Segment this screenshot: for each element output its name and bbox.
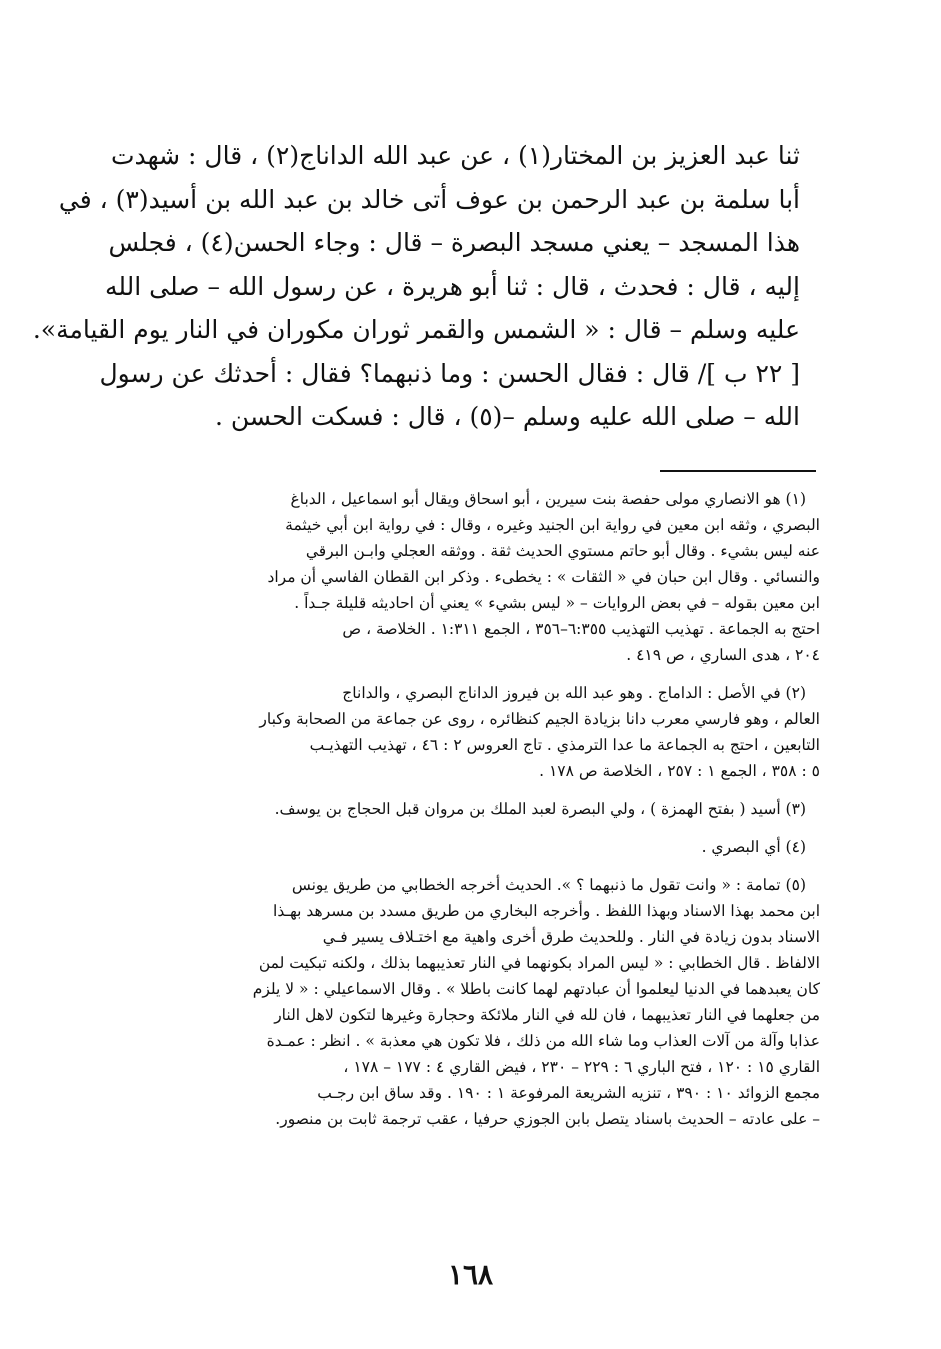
footnote-2	[66, 680, 820, 784]
footnote-line: ابن معين بقوله – في بعض الروايات – « ليس بشيء » يعني أن احاديثه قليلة جـداً .	[294, 594, 820, 612]
footnote-line: ابن محمد بهذا الاسناد وبهذا اللفظ . وأخرجه البخاري من طريق مسدد بن مسرهد بهـذا	[273, 902, 820, 920]
footnote-line: احتج به الجماعة . تهذيب التهذيب ٦:٣٥٥–٣٥٦ ، الجمع ١:٣١١ . الخلاصة ، ص	[342, 620, 820, 638]
footnote-line: (٥) تمامة : « وانت تقول ما ذنبهما ؟ ». الحديث أخرجه الخطابي من طريق يونس	[291, 876, 806, 894]
footnote-line: والنسائي . وقال ابن حبان في « الثقات » : يخطىء . وذكر ابن القطان الفاسي أن مراد	[267, 568, 820, 586]
footnote-line: ٢٠٤ ، هدى الساري ، ص ٤١٩ .	[626, 646, 820, 664]
footnote-line: الالفاظ . قال الخطابي : « ليس المراد بكونهما في النار تعذيبهما بذلك ، ولكنه تبكيت لمن	[258, 954, 820, 972]
footnote-line: القاري ١٥ : ١٢٠ ، فتح الباري ٦ : ٢٢٩ – ٢٣٠ ، فيض القاري ٤ : ١٧٧ – ١٧٨ ،	[343, 1058, 820, 1076]
main-text-line: أبا سلمة بن عبد الرحمن بن عوف أتى خالد بن عبد الله بن أسيد(٣) ، في	[58, 184, 800, 214]
footnote-line: البصري ، وثقه ابن معين في رواية ابن الجنيد وغيره ، وقال : في رواية ابن أبي خيثمة	[285, 516, 820, 534]
footnotes-block	[66, 486, 820, 1144]
main-text-line: إليه ، قال : فحدث ، قال : ثنا أبو هريرة ، عن رسول الله – صلى الله	[104, 271, 800, 301]
footnote-line: ٥ : ٣٥٨ ، الجمع ١ : ٢٥٧ ، الخلاصة ص ١٧٨ .	[539, 762, 820, 780]
footnote-line: عنه ليس بشيء . وقال أبو حاتم مستوي الحديث ثقة . ووثقه العجلي وابـن البرقي	[305, 542, 820, 560]
footnote-line: مجمع الزوائد ١٠ : ٣٩٠ ، تنزيه الشريعة المرفوعة ١ : ١٩٠ . وقد ساق ابن رجـب	[317, 1084, 820, 1102]
footnote-line: عذابا وآلة من آلات العذاب وما شاء الله من ذلك ، فلا تكون هي معذبة » . انظر : عمـدة	[266, 1032, 820, 1050]
main-text-line: ثنا عبد العزيز بن المختار(١) ، عن عبد الله الداناج(٢) ، قال : شهدت	[110, 141, 800, 170]
footnote-line: كان يعبدهما في الدنيا ليعلموا أن عبادتهم لهما كانت باطلا » . وقال الاسماعيلي : « لا يلزم	[252, 980, 820, 998]
footnote-line: (١) هو الانصاري مولى حفصة بنت سيرين ، أبو اسحاق ويقال أبو اسماعيل ، الدباغ	[290, 490, 806, 508]
main-text-line: [ ٢٢ ب ]/ قال : فقال الحسن : وما ذنبهما؟ فقال : أحدثك عن رسول	[99, 358, 800, 388]
footnote-line: – على عادته – الحديث باسناد يتصل بابن الجوزي حرفيا ، عقب ترجمة ثابت بن منصور.	[275, 1110, 820, 1128]
footnote-1	[66, 486, 820, 668]
footnote-line: التابعين ، احتج به الجماعة ما عدا الترمذي . تاج العروس ٢ : ٤٦ ، تهذيب التهذيـب	[309, 736, 820, 754]
footnote-4	[66, 834, 820, 860]
footnote-3	[66, 796, 820, 822]
main-text-line: هذا المسجد – يعني مسجد البصرة – قال : وجاء الحسن(٤) ، فجلس	[108, 228, 800, 257]
footnote-line: العالم ، وهو فارسي معرب دانا بزيادة الجيم كنظائره ، روى عن جماعة من الصحابة وكبار	[259, 710, 820, 728]
footnote-line: من جعلهما في النار تعذيبهما ، فان لله في النار ملائكة وحجارة وغيرها لتكون لاهل النار	[274, 1006, 820, 1024]
page-number: ١٦٨	[447, 1258, 494, 1291]
main-text-line: الله – صلى الله عليه وسلم –(٥) ، قال : فسكت الحسن .	[214, 402, 800, 431]
main-text-line: عليه وسلم – قال : « الشمس والقمر ثوران مكوران في النار يوم القيامة».	[32, 315, 800, 344]
footnote-divider	[660, 470, 816, 472]
footnote-line: (٤) أي البصري .	[701, 838, 806, 856]
footnote-line: (٢) في الأصل : الداماج . وهو عبد الله بن فيروز الداناج البصري ، والداناج	[342, 684, 806, 702]
main-text-block	[32, 134, 800, 439]
footnote-5	[66, 872, 820, 1132]
footnote-line: (٣) أسيد ( بفتح الهمزة ) ، ولي البصرة لعبد الملك بن مروان قبل الحجاج بن يوسف.	[274, 800, 806, 818]
footnote-line: الاسناد بدون زيادة في النار . وللحديث طرق أخرى واهية مع اختـلاف يسير فـي	[322, 928, 820, 946]
